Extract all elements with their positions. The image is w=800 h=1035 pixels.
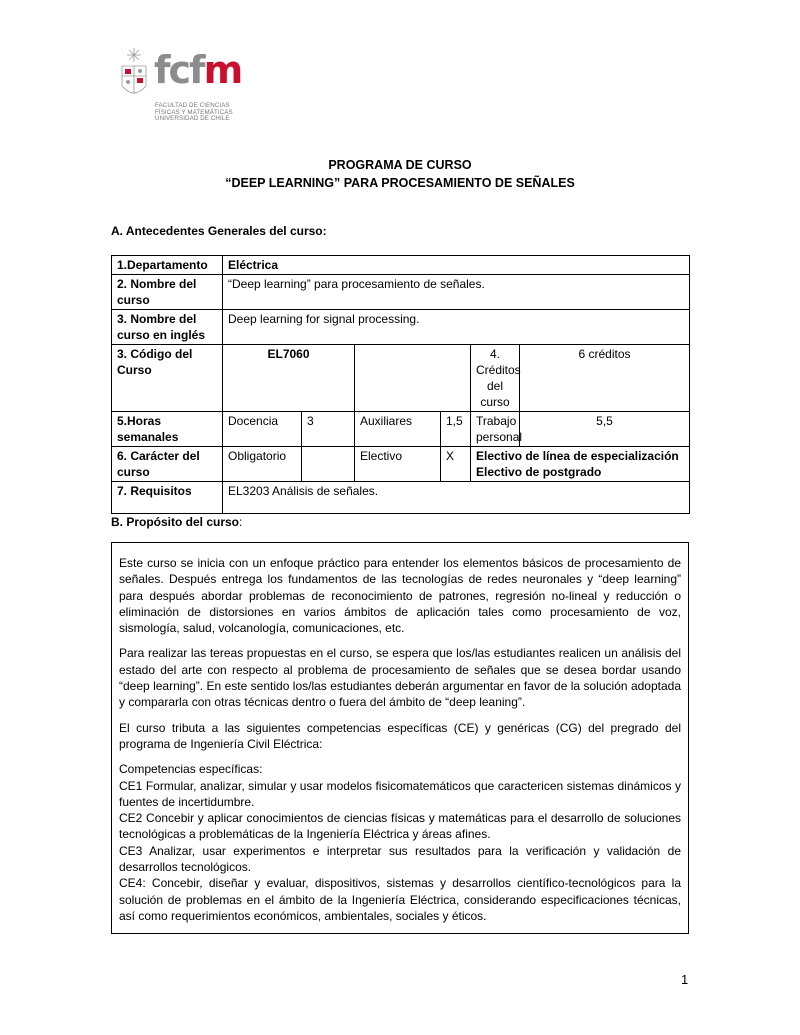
cell-empty [355, 345, 471, 412]
purpose-box [111, 542, 689, 934]
list-item: CE3 Analizar, usar experimentos e interpretar sus resultados para la verificación y validación de desarrollos tecnológicos. [119, 843, 681, 875]
list-item: CE1 Formular, analizar, simular y usar modelos fisicomatemáticos que caractericen sistemas dinámicos y fuentes de incertidumbre. [119, 778, 681, 809]
university-seal-icon [118, 46, 150, 104]
logo-subtitle-line: FACULTAD DE CIENCIAS [155, 102, 230, 109]
electivo-linea: Electivo de línea de especialización [476, 449, 679, 463]
cell-value: EL3203 Análisis de señales. [223, 482, 690, 514]
list-item: CE4: Concebir, diseñar y evaluar, dispositivos, sistemas y desarrollos científico-tecnológicos para la solución de problemas en el ámbito de la Ingeniería Eléctrica, considerando especificaciones técnicas, así como requerimientos económicos, ambientales, sociales y éticos. [119, 876, 681, 923]
fcfm-logo [118, 44, 248, 124]
cell-value: 6 créditos [520, 345, 690, 412]
cell-label: 6. Carácter del curso [112, 447, 223, 482]
paragraph: El curso tributa a las siguientes competencias específicas (CE) y genéricas (CG) del pregrado del programa de Ingeniería Civil Eléctrica: [119, 720, 681, 751]
cell-label: 5.Horas semanales [112, 412, 223, 447]
course-title: “DEEP LEARNING” PARA PROCESAMIENTO DE SEÑALES [225, 176, 575, 190]
document-title: PROGRAMA DE CURSO [328, 158, 472, 172]
cell-label: 2. Nombre del curso [112, 275, 223, 310]
cell-value: Deep learning for signal processing. [223, 310, 690, 345]
cell-value: “Deep learning” para procesamiento de señales. [223, 275, 690, 310]
cell-label: 7. Requisitos [112, 482, 223, 514]
course-info-table [111, 255, 690, 514]
cell-value: EL7060 [223, 345, 355, 412]
competencias-list [119, 761, 681, 924]
cell-label: Auxiliares [355, 412, 441, 447]
cell-value: 5,5 [520, 412, 690, 447]
electivo-postgrado: Electivo de postgrado [476, 465, 602, 479]
cell-value: Eléctrica [223, 256, 690, 275]
cell-label: Docencia [223, 412, 302, 447]
table-row [112, 447, 690, 482]
cell-label: 4. Créditos del curso [471, 345, 520, 412]
cell-label: Obligatorio [223, 447, 302, 482]
cell-label: Electivo [355, 447, 441, 482]
competencias-title: Competencias específicas: [119, 762, 263, 777]
cell-value: 3 [302, 412, 355, 447]
paragraph: Para realizar las tereas propuestas en el curso, se espera que los/las estudiantes realicen un análisis del estado del arte con respecto al problema de procesamiento de señales que se desea bordar usando “deep learning”. En este sentido los/las estudiantes deberán argumentar en favor de la solución adoptada y compararla con otras técnicas dentro o fuera del ámbito de “deep leaning”. [119, 646, 681, 710]
page-number: 1 [681, 972, 689, 987]
table-row [112, 310, 690, 345]
cell-label: 3. Nombre del curso en inglés [112, 310, 223, 345]
cell-label: 1.Departamento [112, 256, 223, 275]
table-row [112, 256, 690, 275]
table-row [112, 275, 690, 310]
logo-subtitle-line: UNIVERSIDAD DE CHILE [155, 115, 230, 122]
table-row [112, 412, 690, 447]
cell-label: 3. Código del Curso [112, 345, 223, 412]
cell-label: Trabajo personal [471, 412, 520, 447]
fcfm-wordmark: fcfm [154, 48, 242, 92]
table-row [112, 345, 690, 412]
cell-value [471, 447, 690, 482]
paragraph: Este curso se inicia con un enfoque práctico para entender los elementos básicos de procesamiento de señales. Después entrega los fundamentos de las tecnologías de redes neuronales y “deep learning” para después abordar problemas de reconocimiento de patrones, regresión no-lineal y reducción o eliminación de distorsiones en varios ámbitos de aplicación tales como procesamiento de voz, sismología, salud, volcanología, comunicaciones, etc. [119, 556, 681, 636]
cell-empty [302, 447, 355, 482]
section-b-title: B. Propósito del curso: [111, 515, 243, 529]
table-row [112, 482, 690, 514]
cell-value: 1,5 [441, 412, 471, 447]
logo-subtitle-line: FÍSICAS Y MATEMÁTICAS [155, 108, 233, 116]
cell-value: X [441, 447, 471, 482]
section-a-title: A. Antecedentes Generales del curso: [111, 224, 327, 238]
list-item: CE2 Concebir y aplicar conocimientos de ciencias físicas y matemáticas para el desarrollo de soluciones tecnológicas a problemáticas de la Ingeniería Eléctrica y áreas afines. [119, 811, 681, 842]
